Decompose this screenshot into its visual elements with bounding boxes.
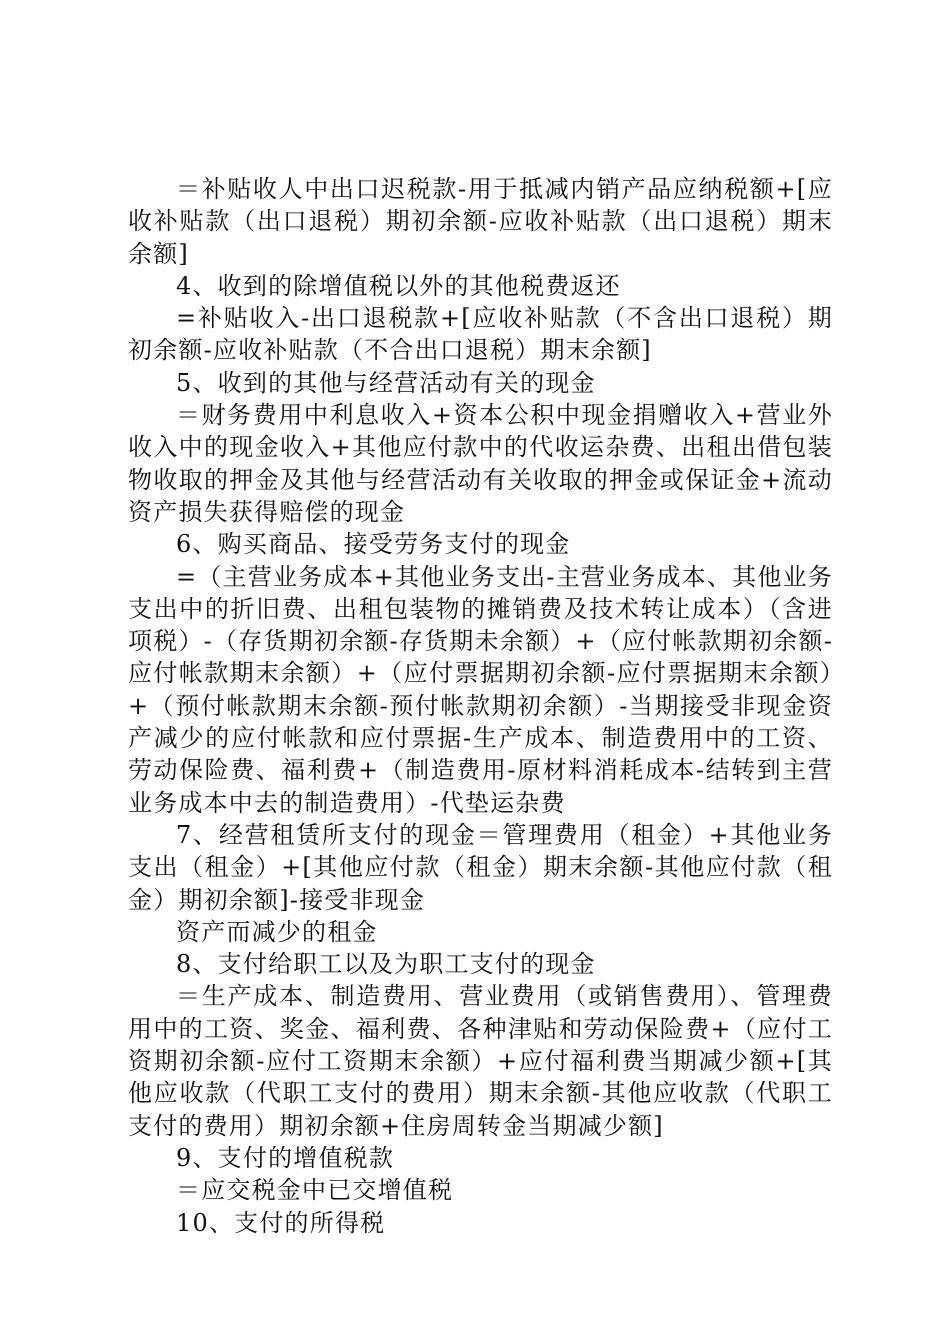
paragraph-10: 8、支付给职工以及为职工支付的现金 [176,950,596,979]
paragraph-1: ＝补贴收人中出口迟税款-用于抵减内销产品应纳税额+[应收补贴款（出口退税）期初余额-应收补贴款（出口退税）期末余额] [128,175,833,268]
paragraph-6: 6、购买商品、接受劳务支付的现金 [176,530,571,559]
paragraph-9: 资产而减少的租金 [176,917,378,946]
paragraph-8: 7、经营租赁所支付的现金＝管理费用（租金）+其他业务支出（租金）+[其他应付款（租金）期末余额-其他应付款（租金）期初余额]-接受非现金 [128,820,833,914]
paragraph-5: ＝财务费用中利息收入+资本公积中现金捐赠收入+营业外收入中的现金收入+其他应付款中的代收运杂费、出租出借包装物收取的押金及其他与经营活动有关收取的押金或保证金+流动资产损失获得赔偿的现金 [128,401,833,526]
paragraph-2: 4、收到的除增值税以外的其他税费返还 [176,271,621,300]
paragraph-4: 5、收到的其他与经营活动有关的现金 [176,368,596,397]
paragraph-11: ＝生产成本、制造费用、营业费用（或销售费用）、管理费用中的工资、奖金、福利费、各种津贴和劳动保险费+（应付工资期初余额-应付工资期末余额）+应付福利费当期减少额+[其他应收款（代职工支付的费用）期末余额-其他应收款（代职工支付的费用）期初余额+住房周转金当期减少额] [128,982,833,1140]
paragraph-7: =（主营业务成本+其他业务支出-主营业务成本、其他业务支出中的折旧费、出租包装物的摊销费及技术转让成本）（含进项税）-（存货期初余额-存货期未余额）+（应付帐款期初余额-应付帐款期末余额）+（应付票据期初余额-应付票据期末余额）+（预付帐款期末余额-预付帐款期初余额）-当期接受非现金资产减少的应付帐款和应付票据-生产成本、制造费用中的工资、劳动保险费、福利费+（制造费用-原材料消耗成本-结转到主营业务成本中去的制造费用）-代垫运杂费 [128,562,833,817]
paragraph-13: ＝应交税金中已交增值税 [176,1176,454,1205]
paragraph-3: =补贴收入-出口退税款+[应收补贴款（不含出口退税）期初余额-应收补贴款（不合出口退税）期末余额] [128,304,833,365]
paragraph-14: 10、支付的所得税 [176,1208,386,1237]
paragraph-12: 9、支付的增值税款 [176,1143,395,1172]
document-page [128,173,833,1239]
